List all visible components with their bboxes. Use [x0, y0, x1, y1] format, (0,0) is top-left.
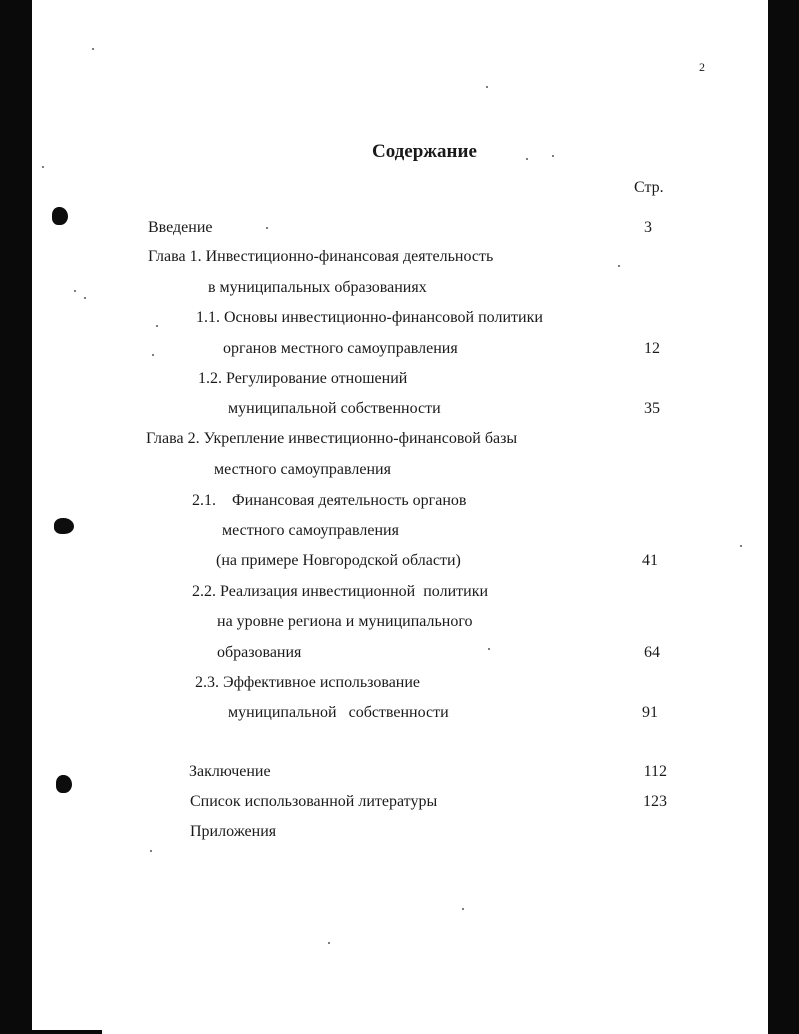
toc-page-number: 112 — [643, 763, 667, 780]
scan-speck — [552, 155, 554, 157]
toc-page-number: 12 — [644, 340, 660, 357]
punch-hole-icon — [52, 207, 68, 225]
scan-speck — [150, 850, 152, 852]
toc-entry: (на примере Новгородской области) — [216, 552, 461, 569]
scan-speck — [156, 325, 158, 327]
toc-entry: в муниципальных образованиях — [208, 279, 427, 296]
toc-entry: муниципальной собственности — [228, 400, 441, 417]
scan-bottom-mark — [32, 1030, 102, 1034]
scan-speck — [42, 166, 44, 168]
scan-speck — [328, 942, 330, 944]
scan-speck — [618, 265, 620, 267]
toc-entry: 1.1. Основы инвестиционно-финансовой политики — [196, 309, 543, 326]
toc-entry: на уровне региона и муниципального — [217, 613, 473, 630]
scan-speck — [84, 297, 86, 299]
toc-entry: местного самоуправления — [222, 522, 399, 539]
scan-speck — [152, 354, 154, 356]
scan-speck — [462, 908, 464, 910]
toc-page-number: 41 — [642, 552, 658, 569]
toc-page-number: 91 — [642, 704, 658, 721]
toc-entry: Введение — [148, 219, 213, 236]
toc-entry: 2.2. Реализация инвестиционной политики — [192, 583, 489, 600]
toc-entry: 2.1. Финансовая деятельность органов — [192, 492, 467, 509]
punch-hole-icon — [54, 518, 74, 534]
toc-entry: Заключение — [189, 763, 271, 780]
toc-entry: Приложения — [190, 823, 277, 840]
toc-entry: образования — [217, 644, 302, 661]
scan-speck — [740, 545, 742, 547]
toc-page-number: 35 — [644, 400, 660, 417]
toc-page-number: 123 — [643, 793, 667, 810]
scan-speck — [74, 290, 76, 292]
page-column-header: Стр. — [634, 179, 664, 196]
scan-left-border — [0, 0, 32, 1034]
toc-entry: органов местного самоуправления — [223, 340, 458, 357]
scan-speck — [266, 227, 268, 229]
scan-speck — [526, 158, 528, 160]
page-number: 2 — [699, 60, 705, 74]
toc-entry: 2.3. Эффективное использование — [195, 674, 421, 691]
toc-entry: Список использованной литературы — [190, 793, 438, 810]
scan-speck — [486, 86, 488, 88]
toc-entry: 1.2. Регулирование отношений — [198, 370, 408, 387]
toc-page-number: 64 — [644, 644, 660, 661]
punch-hole-icon — [56, 775, 72, 793]
toc-entry: местного самоуправления — [214, 461, 391, 478]
toc-entry: муниципальной собственности — [228, 704, 449, 721]
page-title: Содержание — [372, 141, 477, 162]
scan-speck — [488, 648, 490, 650]
toc-entry: Глава 1. Инвестиционно-финансовая деятельность — [148, 248, 494, 265]
toc-entry: Глава 2. Укрепление инвестиционно-финансовой базы — [146, 430, 518, 447]
scan-speck — [92, 48, 94, 50]
scan-right-border — [768, 0, 799, 1034]
toc-page-number: 3 — [644, 219, 652, 236]
